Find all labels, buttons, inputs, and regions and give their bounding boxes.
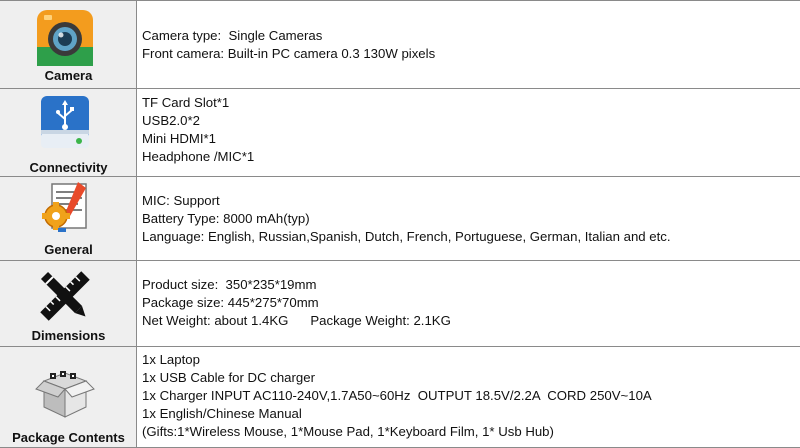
open-box-icon bbox=[34, 361, 96, 423]
category-label: Camera bbox=[44, 68, 93, 83]
category-label: Dimensions bbox=[31, 328, 106, 343]
spec-row-package-contents bbox=[0, 346, 800, 448]
spec-row-general bbox=[0, 176, 800, 260]
category-label: General bbox=[44, 242, 93, 257]
category-cell bbox=[0, 1, 137, 88]
spec-line: Mini HDMI*1 bbox=[142, 131, 217, 146]
spec-line: Camera type: Single Cameras bbox=[142, 28, 323, 43]
document-gear-icon bbox=[34, 180, 96, 242]
spec-details bbox=[142, 276, 800, 330]
spec-details bbox=[142, 192, 800, 246]
spec-line: Product size: 350*235*19mm bbox=[142, 277, 317, 292]
spec-row-connectivity bbox=[0, 88, 800, 176]
spec-row-dimensions bbox=[0, 260, 800, 346]
spec-line: 1x Laptop bbox=[142, 352, 200, 367]
spec-line: MIC: Support bbox=[142, 193, 220, 208]
spec-details bbox=[142, 94, 800, 166]
category-cell bbox=[0, 347, 137, 447]
spec-row-camera bbox=[0, 0, 800, 88]
category-label: Connectivity bbox=[29, 160, 108, 175]
spec-line: 1x English/Chinese Manual bbox=[142, 406, 302, 421]
spec-line: Net Weight: about 1.4KG Package Weight: 2.1KG bbox=[142, 313, 451, 328]
ruler-pencil-icon bbox=[34, 265, 96, 327]
spec-line: Package size: 445*275*70mm bbox=[142, 295, 319, 310]
usb-drive-icon bbox=[34, 92, 96, 154]
spec-details bbox=[142, 27, 800, 63]
spec-details bbox=[142, 351, 800, 441]
spec-line: TF Card Slot*1 bbox=[142, 95, 230, 110]
category-cell bbox=[0, 177, 137, 260]
spec-line: 1x USB Cable for DC charger bbox=[142, 370, 315, 385]
spec-line: (Gifts:1*Wireless Mouse, 1*Mouse Pad, 1*Keyboard Film, 1* Usb Hub) bbox=[142, 424, 554, 439]
spec-line: Headphone /MIC*1 bbox=[142, 149, 255, 164]
category-label: Package Contents bbox=[12, 430, 125, 445]
spec-line: USB2.0*2 bbox=[142, 113, 200, 128]
spec-line: Front camera: Built-in PC camera 0.3 130W pixels bbox=[142, 46, 436, 61]
spec-line: Language: English, Russian,Spanish, Dutch, French, Portuguese, German, Italian and etc. bbox=[142, 229, 671, 244]
spec-line: 1x Charger INPUT AC110-240V,1.7A50~60Hz OUTPUT 18.5V/2.2A CORD 250V~10A bbox=[142, 388, 652, 403]
category-cell bbox=[0, 89, 137, 176]
spec-line: Battery Type: 8000 mAh(typ) bbox=[142, 211, 310, 226]
camera-icon bbox=[34, 7, 96, 69]
category-cell bbox=[0, 261, 137, 346]
